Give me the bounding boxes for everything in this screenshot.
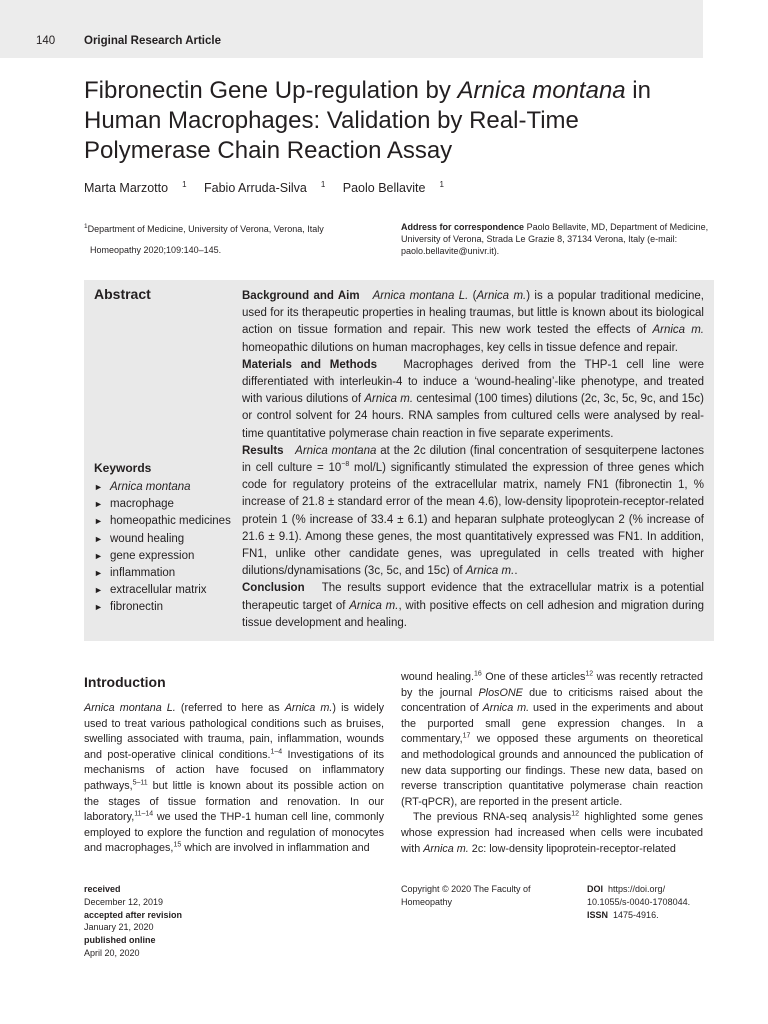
affiliation <box>84 221 374 235</box>
text-run: due to criticisms raised about the concentration of <box>401 686 703 715</box>
author-name: Marta Marzotto <box>84 181 169 196</box>
abstract-conclusion <box>242 580 704 632</box>
text-run: Investigations of its mechanisms of action have focused on inflammatory pathways, <box>84 748 384 792</box>
intro-left-column <box>84 701 384 857</box>
keyword-item: ► gene expression <box>94 548 234 565</box>
author-list <box>84 180 458 195</box>
keywords-list <box>94 479 234 617</box>
text-run: which are involved in inflammation and <box>181 842 370 855</box>
text-run: The previous RNA-seq analysis <box>413 811 572 824</box>
reference-mark: 16 <box>474 670 482 678</box>
author-affil-mark: 1 <box>439 180 444 189</box>
text-run: (referred to here as <box>175 702 285 714</box>
text-run: , with positive effects on cell adhesion and migration during tissue development and healing. <box>242 599 705 629</box>
accepted-label: accepted after revision <box>84 909 183 920</box>
conclusion-label: Conclusion <box>242 582 305 595</box>
species-italic: Arnica m. <box>349 599 399 612</box>
abstract-results: Results Arnica montana at the 2c dilution (final concentration of sesquiterpene lactones in cell culture = $10^{-8}$ mol/L) significantly stimulated the expression of three genes which code for regulatory proteins of the extracellular matrix, namely FN1 (fibronectin 1, % increase of 21.8 ± standard error of the mean 4.6), low-density lipoprotein-receptor-related protein 1 (% increase of 33.4 ± 6.1) and heparan sulphate proteoglycan 2 (% increase of 21.6 ± 9.1). Among these genes, the most quantitatively expressed was FN1. In addition, FN1, unlike other candidate genes, was upregulated in cells treated with higher dilutions/dynamisations (3c, 5c, and 15c) of Arnica m.. <box>242 444 705 578</box>
text-run: at the 2c dilution (final concentration of sesquiterpene lactones in cell culture = 10 <box>242 444 704 475</box>
doi-issn <box>587 883 707 921</box>
reference-mark: 12 <box>585 670 594 678</box>
doi-label: DOI <box>587 884 604 894</box>
reference-mark: 1–4 <box>270 748 283 756</box>
text-run: centesimal (100 times) dilutions (2c, 3c, 5c, 9c, and 15c) or control solvent for 24 hours. RNA samples from cultured cells were analysed by real-time quantitative polymerase chain reaction in five separate experiments. <box>242 393 704 440</box>
text-run: but little is known about its possible action on the stages of tissue formation and renovation. In our laboratory, <box>84 779 384 824</box>
intro-paragraph <box>84 701 384 857</box>
species-italic: Arnica montana <box>295 444 377 457</box>
article-history <box>84 883 284 960</box>
affiliation-mark: 1 <box>84 223 88 230</box>
accepted-date: January 21, 2020 <box>84 922 154 933</box>
background-label: Background and Aim <box>242 290 360 302</box>
reference-mark: 11–14 <box>134 810 154 818</box>
keyword-item: ► inflammation <box>94 565 234 582</box>
reference-mark: 15 <box>173 841 182 849</box>
species-italic: Arnica montana L. <box>372 290 469 302</box>
keywords-heading: Keywords <box>94 461 152 475</box>
keyword-item: ► macrophage <box>94 496 234 513</box>
received-label: received <box>84 884 121 894</box>
author-name: Paolo Bellavite <box>342 181 426 196</box>
title-part-2: in Human Macrophages: Validation by Real-Time Polymerase Chain Reaction Assay <box>84 77 651 164</box>
text-run: The results support evidence that the extracellular matrix is a potential therapeutic target of <box>242 582 704 612</box>
abstract-heading: Abstract <box>94 286 151 302</box>
issn-value: 1475-4916. <box>613 909 659 920</box>
title-part-1: Fibronectin Gene Up-regulation by <box>84 77 458 104</box>
species-italic: Arnica m. <box>284 702 333 714</box>
title-species-italic: Arnica montana <box>457 77 626 104</box>
journal-citation: Homeopathy 2020;109:140–145. <box>90 245 222 255</box>
exponent: −8 <box>341 461 350 469</box>
text-run: we opposed these arguments on theoretical and methodological grounds and announced the publication of new data supporting our findings. These new data, based on reverse transcription quantitative polymerase chain reaction (RT-qPCR), are reported in the present article. <box>401 733 703 808</box>
author <box>343 181 444 195</box>
intro-paragraph <box>401 670 703 810</box>
abstract-body <box>242 288 704 632</box>
text-run: we used the THP-1 human cell line, commonly employed to explore the function and regulation of monocytes and macrophages, <box>84 811 384 855</box>
abstract-box <box>84 280 714 641</box>
results-label: Results <box>242 444 284 457</box>
author-affil-mark: 1 <box>320 180 326 189</box>
text-run: mol/L) significantly stimulated the expression of three genes which code for regulatory proteins of the extracellular matrix, namely FN1 (fibronectin 1, % increase of 21.8 ± standard error of the mean 4.6), low-density lipoprotein-receptor-related protein 1 (% increase of 33.4 ± 6.1) and heparan sulphate proteoglycan 2 (% increase of 21.6 ± 9.1). Among these genes, the most quantitatively expressed was FN1. In addition, FN1, unlike other candidate genes, was upregulated in cells treated with higher dilutions/dynamisations (3c, 5c, and 15c) of <box>242 462 705 578</box>
text-run: ( <box>468 290 477 302</box>
text-run: was recently retracted by the journal <box>401 671 703 699</box>
section-label: Original Research Article <box>84 35 221 47</box>
correspondence-label: Address for correspondence <box>401 222 525 232</box>
introduction-heading: Introduction <box>84 674 166 690</box>
text-run: 2c: low-density lipoprotein-receptor-related <box>468 842 676 855</box>
reference-mark: 17 <box>462 732 471 740</box>
author <box>84 181 187 195</box>
author <box>204 181 325 195</box>
text-run: ) is widely used to treat various pathological conditions such as bruises, swelling associated with trauma, pain, inflammation, wounds and post-operative clinical conditions. <box>84 702 384 761</box>
reference-mark: 12 <box>571 810 579 818</box>
doi-link[interactable]: https://doi.org/ 10.1055/s-0040-1708044. <box>587 884 691 907</box>
intro-paragraph <box>401 810 703 857</box>
text-run: One of these articles <box>481 671 586 683</box>
correspondence <box>401 221 711 257</box>
species-italic: Arnica m. <box>423 842 469 855</box>
species-italic: Arnica m. <box>482 702 530 715</box>
published-label: published online <box>84 935 156 946</box>
species-italic: Arnica m. <box>364 393 414 406</box>
keyword-item: ► Arnica montana <box>94 479 234 496</box>
species-italic: Arnica m. <box>465 565 515 578</box>
keyword-item: ► extracellular matrix <box>94 582 234 599</box>
text-run: highlighted some genes whose expression had increased when cells were incubated with <box>401 811 703 855</box>
author-name: Fabio Arruda-Silva <box>204 181 307 196</box>
intro-right-column <box>401 670 703 857</box>
keyword-item: ► fibronectin <box>94 599 234 616</box>
species-italic: Arnica m. <box>476 290 527 302</box>
text-run: used in the experiments and about the purported small gene expression changes. In a commentary, <box>401 702 704 746</box>
copyright-notice: Copyright © 2020 The Faculty of Homeopathy <box>401 884 531 907</box>
keyword-item: ► homeopathic medicines <box>94 513 234 530</box>
keyword-item: ► wound healing <box>94 531 234 548</box>
reference-mark: 5–11 <box>132 779 148 787</box>
species-italic: Arnica montana L. <box>84 702 176 714</box>
abstract-background <box>242 288 704 357</box>
received-date: December 12, 2019 <box>84 896 164 907</box>
issn-label: ISSN <box>587 909 609 920</box>
journal-italic: PlosONE <box>478 686 523 699</box>
methods-label: Materials and Methods <box>242 358 378 371</box>
abstract-methods <box>242 357 704 443</box>
page-number: 140 <box>36 35 56 47</box>
text-run: Macrophages derived from the THP-1 cell line were differentiated with interleukin-4 to induce a ‘wound-healing’-like phenotype, and treated with various dilutions of <box>242 358 704 406</box>
article-title <box>84 76 684 166</box>
text-run: ) is a popular traditional medicine, used for its therapeutic properties in healing traumas, but little is known about its biological action on tissue formation and repair. This new work tested the effects of <box>242 290 704 337</box>
affiliation-text: Department of Medicine, University of Verona, Verona, Italy <box>87 224 324 234</box>
text-run: homeopathic dilutions on human macrophages, key cells in tissue defence and repair. <box>242 341 678 354</box>
correspondence-text: Paolo Bellavite, MD, Department of Medicine, University of Verona, Strada Le Grazie 8, 37134 Verona, Italy (e-mail: paolo.bellavite@univr.it). <box>401 222 709 256</box>
species-italic: Arnica m. <box>652 324 704 337</box>
author-affil-mark: 1 <box>182 180 187 189</box>
running-header <box>0 0 703 58</box>
published-date: April 20, 2020 <box>84 947 140 958</box>
text-run: wound healing. <box>401 671 475 683</box>
